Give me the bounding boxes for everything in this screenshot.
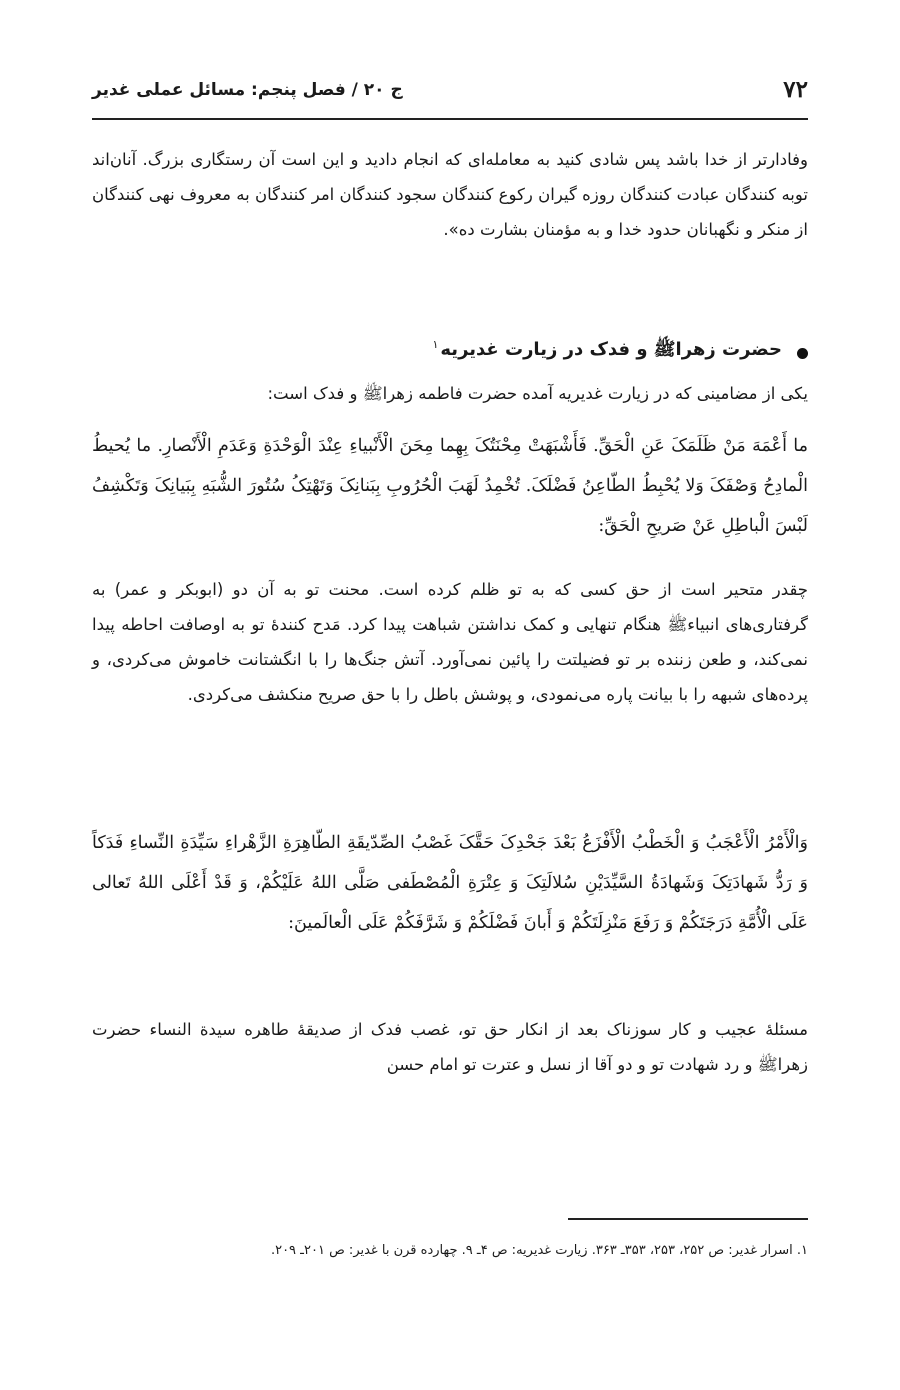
book-page bbox=[92, 0, 808, 1390]
running-title: ج ۲۰ / فصل پنجم: مسائل عملی غدیر bbox=[92, 80, 403, 100]
paragraph-2: یکی از مضامینی که در زیارت غدیریه آمده حضرت فاطمه زهراﷺ و فدک است: bbox=[267, 384, 808, 403]
paragraph-4: مسئلهٔ عجیب و کار سوزناک بعد از انکار حق تو، غصب فدک از صدیقهٔ طاهره سیدة النساء حضرت زهراﷺ و رد شهادت تو و دو آقا از نسل و عترت تو امام حسن bbox=[92, 1020, 808, 1074]
paragraph-3: چقدر متحیر است از حق کسی که به تو ظلم کرده است. محنت تو به آن دو (ابوبکر و عمر) به گرفتاری‌های انبیاءﷺ هنگام تنهایی و کمک نداشتن شباهت پیدا کرد. مَدح کنندهٔ تو به اوصافت احاطه پیدا نمی‌کند، و طعن زننده بر تو فضیلتت را پائین نمی‌آورد. آتش جنگ‌ها را با انگشتانت خاموش می‌کردی، و پرده‌های شبهه را با بیانت پاره می‌نمودی، و پوشش باطل را با حق صریح منکشف می‌کردی. bbox=[92, 580, 808, 704]
arabic-quote-2: وَالْأَمْرُ الْأَعْجَبُ وَ الْخَطْبُ الْأَفْزَعُ بَعْدَ جَحْدِکَ حَقَّکَ غَصْبُ الصِّدّیقَةِ الطّاهِرَةِ الزَّهْراءِ سَیِّدَةِ النِّساءِ فَدَکاً وَ رَدُّ شَهادَتِکَ وَشَهادَةُ السَّیِّدَیْنِ سُلالَتِکَ وَ عِتْرَةِ الْمُصْطَفی صَلَّی اللهُ عَلَیْکُمْ، وَ قَدْ أَعْلَی اللهُ تَعالی عَلَی الْأُمَّةِ دَرَجَتَکُمْ وَ رَفَعَ مَنْزِلَتَکُمْ وَ أَبانَ فَضْلَکُمْ وَ شَرَّفَکُمْ عَلَی الْعالَمینَ: bbox=[92, 833, 808, 933]
footnote: ۱. اسرار غدیر: ص ۲۵۲، ۲۵۳، ۳۵۳ـ ۳۶۳. زیارت غدیریه: ص ۴ـ ۹. چهارده قرن با غدیر: ص ۲۰۱ـ ۲۰۹. bbox=[270, 1243, 808, 1258]
section-title bbox=[432, 338, 782, 364]
header-rule bbox=[92, 118, 808, 120]
page-number: ۷۲ bbox=[783, 76, 808, 103]
page-header bbox=[92, 70, 808, 110]
footnote-rule bbox=[568, 1218, 808, 1220]
arabic-quote-1: ما أَعْمَهَ مَنْ ظَلَمَکَ عَنِ الْحَقِّ. فَأَشْبَهَتْ مِحْنَتُکَ بِهِما مِحَنَ الْأَنْبیاءِ عِنْدَ الْوَحْدَةِ وَعَدَمِ الْأَنْصارِ. ما یُحیطُ الْمادِحُ وَصْفَکَ وَلا یُحْبِطُ الطّاعِنُ فَضْلَکَ. تُخْمِدُ لَهَبَ الْحُرُوبِ بِبَنانِکَ وَتَهْتِکُ سُتُورَ الشُّبَهِ بِبَیانِکَ وَتَکْشِفُ لَبْسَ الْباطِلِ عَنْ صَریحِ الْحَقِّ: bbox=[92, 436, 808, 536]
page-body bbox=[92, 142, 808, 1102]
footnote-reference[interactable]: ۱ bbox=[432, 338, 439, 351]
section-heading bbox=[92, 336, 808, 376]
paragraph-1: وفادارتر از خدا باشد پس شادی کنید به معامله‌ای که انجام دادید و این است آن رستگاری بزرگ. آنان‌اند توبه کنندگان عبادت کنندگان روزه گیران رکوع کنندگان سجود کنندگان امر کنندگان به معروف نهی کنندگان از منکر و نگهبانان حدود خدا و به مؤمنان بشارت ده». bbox=[92, 150, 808, 239]
section-title-text: حضرت زهراﷺ و فدک در زیارت غدیریه bbox=[440, 339, 782, 360]
bullet-icon bbox=[797, 348, 808, 359]
